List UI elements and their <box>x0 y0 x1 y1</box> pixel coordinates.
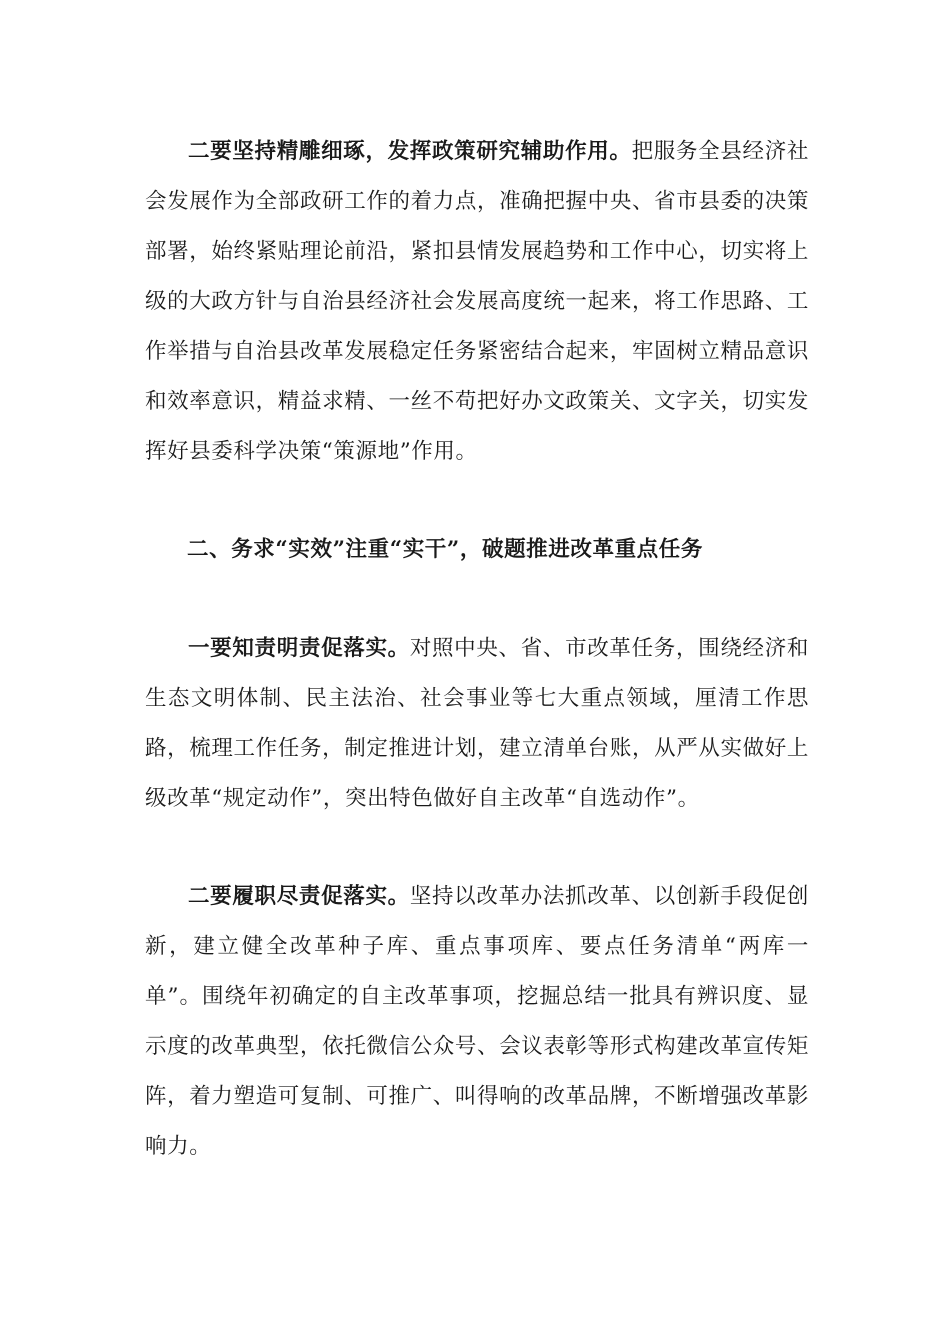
paragraph-lead: 二要坚持精雕细琢，发挥政策研究辅助作用。 <box>188 139 632 164</box>
paragraph-lead: 二要履职尽责促落实。 <box>188 884 410 909</box>
paragraph-fulfill-duty <box>145 872 809 1172</box>
paragraph-body: 坚持以改革办法抓改革、以创新手段促创新，建立健全改革种子库、重点事项库、要点任务清单“两库一单”。围绕年初确定的自主改革事项，挖掘总结一批具有辨识度、显示度的改革典型，依托微信公众号、会议表彰等形式构建改革宣传矩阵，着力塑造可复制、可推广、叫得响的改革品牌，不断增强改革影响力。 <box>145 884 809 1159</box>
paragraph-policy-research <box>145 127 809 477</box>
paragraph-lead: 一要知责明责促落实。 <box>188 636 410 661</box>
paragraph-body: 把服务全县经济社会发展作为全部政研工作的着力点，准确把握中央、省市县委的决策部署，始终紧贴理论前沿，紧扣县情发展趋势和工作中心，切实将上级的大政方针与自治县经济社会发展高度统一起来，将工作思路、工作举措与自治县改革发展稳定任务紧密结合起来，牢固树立精品意识和效率意识，精益求精、一丝不苟把好办文政策关、文字关，切实发挥好县委科学决策“策源地”作用。 <box>145 139 809 464</box>
paragraph-know-responsibility <box>145 624 809 824</box>
section-heading: 二、务求“实效”注重“实干”，破题推进改革重点任务 <box>187 537 703 562</box>
paragraph-body: 对照中央、省、市改革任务，围绕经济和生态文明体制、民主法治、社会事业等七大重点领域，厘清工作思路，梳理工作任务，制定推进计划，建立清单台账，从严从实做好上级改革“规定动作”，突出特色做好自主改革“自选动作”。 <box>145 636 809 811</box>
